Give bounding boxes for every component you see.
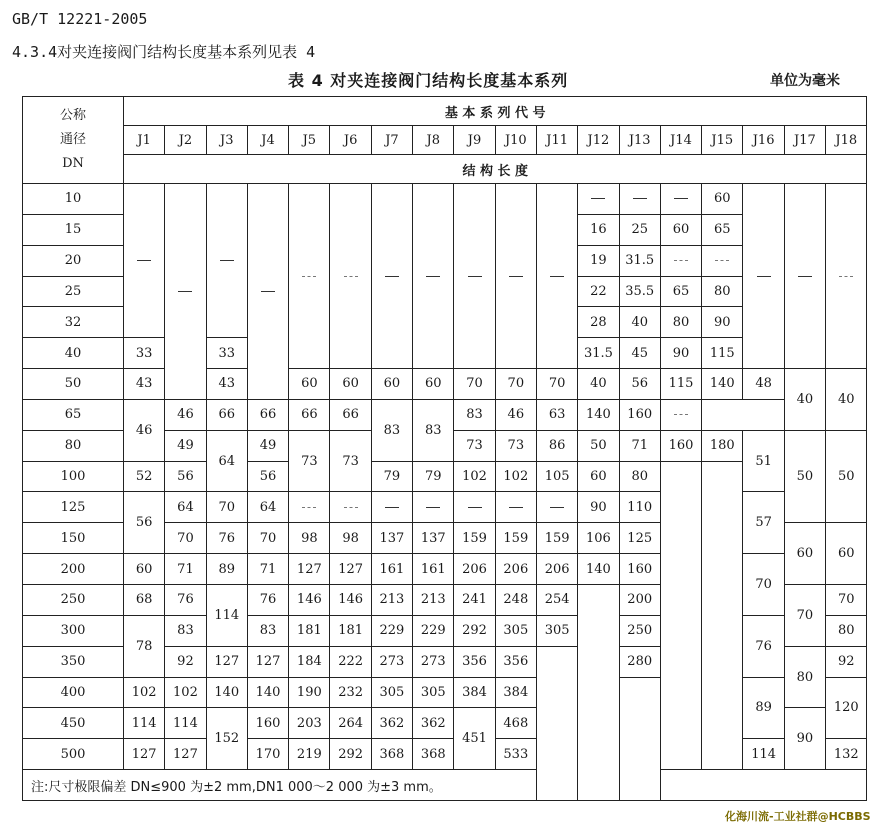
value-cell: 102 [495,461,536,492]
value-cell: 159 [454,523,495,554]
value-cell: 46 [495,399,536,430]
value-cell: 305 [371,677,412,708]
value-cell: 73 [454,430,495,461]
value-cell: 92 [826,646,867,677]
value-cell: 76 [165,584,206,615]
value-cell: 127 [165,739,206,770]
value-cell: 40 [784,369,825,431]
value-cell: 146 [330,584,371,615]
series-col-header: J15 [702,126,743,155]
value-cell: 248 [495,584,536,615]
value-cell: 140 [578,554,619,585]
value-cell: 159 [495,523,536,554]
empty-dash-cell [536,184,577,369]
value-cell: 80 [784,646,825,708]
empty-dash-cell [743,184,784,369]
empty-dash-cell [536,492,577,523]
value-cell: 48 [743,369,784,400]
empty-cell [702,461,743,769]
value-cell: 140 [578,399,619,430]
value-cell: 80 [619,461,660,492]
value-cell: 106 [578,523,619,554]
empty-dash-cell [660,184,701,215]
value-cell: 57 [743,492,784,554]
value-cell: 43 [206,369,247,400]
value-cell: 66 [289,399,330,430]
dn-cell: 300 [23,615,124,646]
value-cell: 384 [495,677,536,708]
value-cell: 64 [206,430,247,492]
value-cell: 83 [371,399,412,461]
value-cell: 70 [165,523,206,554]
value-cell: 127 [247,646,288,677]
value-cell: 127 [206,646,247,677]
table-caption: 表 4 对夹连接阀门结构长度基本系列 [288,71,569,90]
empty-dash-cell [413,184,454,369]
value-cell: 137 [413,523,454,554]
value-cell: 305 [536,615,577,646]
value-cell: 127 [124,739,165,770]
value-cell: 368 [371,739,412,770]
series-col-header: J2 [165,126,206,155]
dn-cell: 40 [23,338,124,369]
value-cell: 264 [330,708,371,739]
empty-dash-cell [413,492,454,523]
dn-cell: 15 [23,214,124,245]
value-cell: 181 [330,615,371,646]
value-cell: 56 [124,492,165,554]
value-cell: 90 [702,307,743,338]
value-cell: 70 [743,554,784,616]
value-cell: 60 [413,369,454,400]
value-cell: 33 [206,338,247,369]
value-cell: 33 [124,338,165,369]
value-cell: 241 [454,584,495,615]
dn-cell: 25 [23,276,124,307]
value-cell: 66 [247,399,288,430]
value-cell: 127 [289,554,330,585]
value-cell: 292 [330,739,371,770]
value-cell: 159 [536,523,577,554]
series-col-header: J1 [124,126,165,155]
value-cell: 229 [413,615,454,646]
dn-cell: 150 [23,523,124,554]
series-col-header: J6 [330,126,371,155]
empty-dash-cell [495,184,536,369]
value-cell: 76 [743,615,784,677]
value-cell: 35.5 [619,276,660,307]
value-cell: 120 [826,677,867,739]
value-cell: 219 [289,739,330,770]
value-cell: 180 [702,430,743,461]
dn-cell: 450 [23,708,124,739]
value-cell: 254 [536,584,577,615]
series-col-header: J5 [289,126,330,155]
value-cell: 250 [619,615,660,646]
value-cell: 305 [413,677,454,708]
value-cell: 45 [619,338,660,369]
value-cell: 222 [330,646,371,677]
value-cell: 533 [495,739,536,770]
value-cell: 70 [454,369,495,400]
dn-cell: 350 [23,646,124,677]
value-cell: 292 [454,615,495,646]
value-cell: 51 [743,430,784,492]
empty-dash-cell [454,184,495,369]
dn-cell: 50 [23,369,124,400]
value-cell: 79 [371,461,412,492]
value-cell: 181 [289,615,330,646]
series-col-header: J12 [578,126,619,155]
value-cell: 206 [536,554,577,585]
series-col-header: J3 [206,126,247,155]
value-cell: 66 [330,399,371,430]
series-col-header: J7 [371,126,412,155]
dn-cell: 500 [23,739,124,770]
clause-text: 4.3.4对夹连接阀门结构长度基本系列见表 4 [12,43,316,61]
value-cell: 31.5 [578,338,619,369]
value-cell: 146 [289,584,330,615]
empty-dash-cell [578,184,619,215]
value-cell: 213 [413,584,454,615]
value-cell: 70 [784,584,825,646]
empty-dash-cell [454,492,495,523]
empty-dash-cell [495,492,536,523]
value-cell: 70 [536,369,577,400]
value-cell: 63 [536,399,577,430]
value-cell: 71 [165,554,206,585]
series-col-header: J4 [247,126,288,155]
dn-cell: 10 [23,184,124,215]
value-cell: 60 [702,184,743,215]
value-cell: 152 [206,708,247,770]
value-cell: 229 [371,615,412,646]
empty-dash-cell [247,184,288,400]
value-cell: 280 [619,646,660,677]
dn-header [23,97,124,184]
empty-dash-cell [289,184,330,369]
value-cell: 50 [784,430,825,523]
empty-dash-cell [371,492,412,523]
value-cell: 140 [702,369,743,400]
value-cell: 56 [619,369,660,400]
value-cell: 60 [826,523,867,585]
value-cell: 60 [660,214,701,245]
empty-dash-cell [289,492,330,523]
value-cell: 56 [165,461,206,492]
value-cell: 110 [619,492,660,523]
tolerance-note: 注:尺寸极限偏差 DN≤900 为±2 mm,DN1 000～2 000 为±3 mm。 [23,770,867,801]
value-cell: 90 [578,492,619,523]
value-cell: 80 [702,276,743,307]
value-cell: 125 [619,523,660,554]
value-cell: 60 [784,523,825,585]
series-col-header: J8 [413,126,454,155]
value-cell: 362 [371,708,412,739]
value-cell: 160 [247,708,288,739]
value-cell: 80 [660,307,701,338]
value-cell: 71 [247,554,288,585]
value-cell: 83 [454,399,495,430]
value-cell: 66 [206,399,247,430]
value-cell: 65 [702,214,743,245]
value-cell: 132 [826,739,867,770]
empty-dash-cell [826,184,867,369]
watermark: 化海川流-工业社群@HCBBS [725,810,871,823]
value-cell: 273 [413,646,454,677]
value-cell: 114 [206,584,247,646]
value-cell: 83 [413,399,454,461]
value-cell: 92 [165,646,206,677]
value-cell: 70 [247,523,288,554]
value-cell: 102 [165,677,206,708]
dn-cell: 32 [23,307,124,338]
value-cell: 16 [578,214,619,245]
value-cell: 114 [165,708,206,739]
value-cell: 76 [206,523,247,554]
value-cell: 90 [784,708,825,770]
dn-cell: 125 [23,492,124,523]
value-cell: 68 [124,584,165,615]
value-cell: 232 [330,677,371,708]
value-cell: 90 [660,338,701,369]
standard-number: GB/T 12221-2005 [12,10,148,28]
value-cell: 140 [206,677,247,708]
value-cell: 22 [578,276,619,307]
value-cell: 25 [619,214,660,245]
value-cell: 60 [371,369,412,400]
series-col-header: J14 [660,126,701,155]
value-cell: 64 [165,492,206,523]
empty-dash-cell [206,184,247,338]
dn-cell: 65 [23,399,124,430]
value-cell: 43 [124,369,165,400]
empty-dash-cell [165,184,206,400]
dn-cell: 100 [23,461,124,492]
value-cell: 273 [371,646,412,677]
empty-dash-cell [124,184,165,338]
value-cell: 73 [330,430,371,492]
value-cell: 137 [371,523,412,554]
value-cell: 86 [536,430,577,461]
empty-dash-cell [784,184,825,369]
value-cell: 76 [247,584,288,615]
value-cell: 160 [619,399,660,430]
empty-cell [578,584,619,800]
value-cell: 89 [743,677,784,739]
dn-cell: 20 [23,245,124,276]
value-cell: 170 [247,739,288,770]
value-cell: 65 [660,276,701,307]
value-cell: 200 [619,584,660,615]
series-col-header: J10 [495,126,536,155]
series-col-header: J11 [536,126,577,155]
value-cell: 102 [454,461,495,492]
value-cell: 46 [124,399,165,461]
empty-dash-cell [330,492,371,523]
value-cell: 19 [578,245,619,276]
value-cell: 31.5 [619,245,660,276]
value-cell: 64 [247,492,288,523]
dn-cell: 200 [23,554,124,585]
empty-dash-cell [660,245,701,276]
value-cell: 114 [124,708,165,739]
value-cell: 384 [454,677,495,708]
value-cell: 105 [536,461,577,492]
value-cell: 52 [124,461,165,492]
value-cell: 114 [743,739,784,770]
value-cell: 79 [413,461,454,492]
value-cell: 49 [247,430,288,461]
dn-cell: 400 [23,677,124,708]
value-cell: 56 [247,461,288,492]
unit-label: 单位为毫米 [770,73,840,89]
value-cell: 213 [371,584,412,615]
value-cell: 161 [371,554,412,585]
value-cell: 73 [495,430,536,461]
series-col-header: J18 [826,126,867,155]
series-col-header: J9 [454,126,495,155]
value-cell: 71 [619,430,660,461]
value-cell: 60 [124,554,165,585]
dn-cell: 250 [23,584,124,615]
value-cell: 70 [495,369,536,400]
empty-dash-cell [702,245,743,276]
value-cell: 305 [495,615,536,646]
value-cell: 60 [578,461,619,492]
value-cell: 206 [495,554,536,585]
value-cell: 80 [826,615,867,646]
series-code-header: 基 本 系 列 代 号 [124,97,867,126]
dn-header-line2: 通径 [59,132,86,147]
series-col-header: J13 [619,126,660,155]
series-col-header: J16 [743,126,784,155]
value-cell: 28 [578,307,619,338]
value-cell: 160 [660,430,701,461]
value-cell: 50 [578,430,619,461]
dn-header-line1: 公称 [59,108,86,123]
value-cell: 206 [454,554,495,585]
length-series-table [22,96,867,801]
value-cell: 127 [330,554,371,585]
value-cell: 98 [330,523,371,554]
value-cell: 40 [619,307,660,338]
value-cell: 115 [702,338,743,369]
value-cell: 161 [413,554,454,585]
empty-dash-cell [371,184,412,369]
value-cell: 73 [289,430,330,492]
value-cell: 78 [124,615,165,677]
value-cell: 451 [454,708,495,770]
value-cell: 160 [619,554,660,585]
length-header: 结 构 长 度 [124,155,867,184]
value-cell: 102 [124,677,165,708]
value-cell: 40 [578,369,619,400]
value-cell: 83 [165,615,206,646]
dn-header-line3: DN [62,156,84,171]
value-cell: 89 [206,554,247,585]
value-cell: 368 [413,739,454,770]
value-cell: 50 [826,430,867,523]
value-cell: 468 [495,708,536,739]
value-cell: 98 [289,523,330,554]
value-cell: 356 [495,646,536,677]
empty-cell [660,461,701,769]
value-cell: 362 [413,708,454,739]
series-col-header: J17 [784,126,825,155]
empty-dash-cell [619,184,660,215]
dn-cell: 80 [23,430,124,461]
value-cell: 203 [289,708,330,739]
value-cell: 60 [330,369,371,400]
value-cell: 184 [289,646,330,677]
value-cell: 190 [289,677,330,708]
value-cell: 40 [826,369,867,431]
value-cell: 70 [206,492,247,523]
empty-dash-cell [660,399,701,430]
value-cell: 46 [165,399,206,430]
value-cell: 49 [165,430,206,461]
value-cell: 140 [247,677,288,708]
empty-dash-cell [330,184,371,369]
value-cell: 70 [826,584,867,615]
value-cell: 115 [660,369,701,400]
value-cell: 83 [247,615,288,646]
value-cell: 60 [289,369,330,400]
value-cell: 356 [454,646,495,677]
